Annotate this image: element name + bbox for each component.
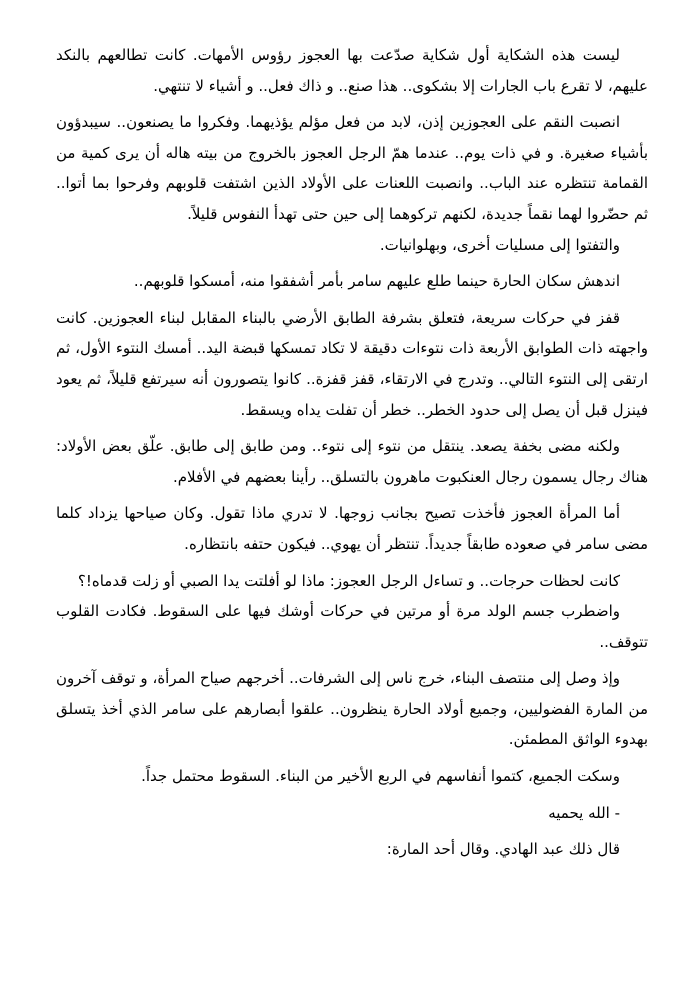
paragraph: والتفتوا إلى مسليات أخرى، وبهلوانيات. <box>379 235 620 254</box>
dialogue-line: - الله يحميه <box>548 803 620 822</box>
paragraph: وسكت الجميع، كتموا أنفاسهم في الربع الأخير من البناء. السقوط محتمل جداً. <box>141 767 620 786</box>
paragraph: واضطرب جسم الولد مرة أو مرتين في حركات أوشك فيها على السقوط. فكادت القلوب تتوقف.. <box>56 602 648 651</box>
paragraph: وإذ وصل إلى منتصف البناء، خرج ناس إلى الشرفات.. أخرجهم صياح المرأة، و توقف آخرون من المارة الفضوليين، وجميع أولاد الحارة ينظرون.. علقوا أبصارهم على سامر الذي أخذ يتسلق بهدوء الواثق المطمئن. <box>56 669 648 749</box>
paragraph: كانت لحظات حرجات.. و تساءل الرجل العجوز: ماذا لو أفلتت يدا الصبي أو زلت قدماه!؟ <box>77 571 620 590</box>
paragraph: قفز في حركات سريعة، فتعلق بشرفة الطابق الأرضي بالبناء المقابل لبناء العجوزين. كانت واجهته ذات الطوابق الأربعة ذات نتوءات دقيقة لا تكاد تمسكها قبضة اليد.. أمسك النتوء الأول، ثم ارتقى إلى النتوء التالي.. وتدرج في الارتقاء، قفز قفزة.. كانوا يتصورون أنه سيرتفع قليلاً، ثم يعود فينزل قبل أن يصل إلى حدود الخطر.. خطر أن تفلت يداه ويسقط. <box>56 308 648 419</box>
paragraph: ليست هذه الشكاية أول شكاية صدّعت بها العجوز رؤوس الأمهات. كانت تطالعهم بالنكد عليهم، لا تقرع باب الجارات إلا بشكوى.. هذا صنع.. و ذاك فعل.. و أشياء لا تنتهي. <box>56 46 648 95</box>
paragraph: انصبت النقم على العجوزين إذن، لابد من فعل مؤلم يؤذيهما. وفكروا ما يصنعون.. سيبدؤون بأشياء صغيرة. و في ذات يوم.. عندما همّ الرجل العجوز بالخروج من بيته هاله أن يرى كمية من القمامة تنتظره عند الباب.. وانصبت اللعنات على الأولاد الذين اشتفت قلوبهم وفرحوا بما أتوا.. ثم حضّروا لهما نقماً جديدة، لكنهم تركوهما إلى حين حتى تهدأ النفوس قليلاً. <box>56 113 648 223</box>
paragraph: اندهش سكان الحارة حينما طلع عليهم سامر بأمر أشفقوا منه، أمسكوا قلوبهم.. <box>133 272 620 291</box>
paragraph: قال ذلك عبد الهادي. وقال أحد المارة: <box>386 840 620 859</box>
paragraph: أما المرأة العجوز فأخذت تصيح بجانب زوجها. لا تدري ماذا تقول. وكان صياحها يزداد كلما مضى سامر في صعوده طابقاً جديداً. تنتظر أن يهوي.. فيكون حتفه بانتظاره. <box>56 504 648 553</box>
paragraph: ولكنه مضى بخفة يصعد. ينتقل من نتوء إلى نتوء.. ومن طابق إلى طابق. علّق بعض الأولاد: هناك رجال يسمون رجال العنكبوت ماهرون بالتسلق.. رأينا بعضهم في الأفلام. <box>56 437 648 486</box>
